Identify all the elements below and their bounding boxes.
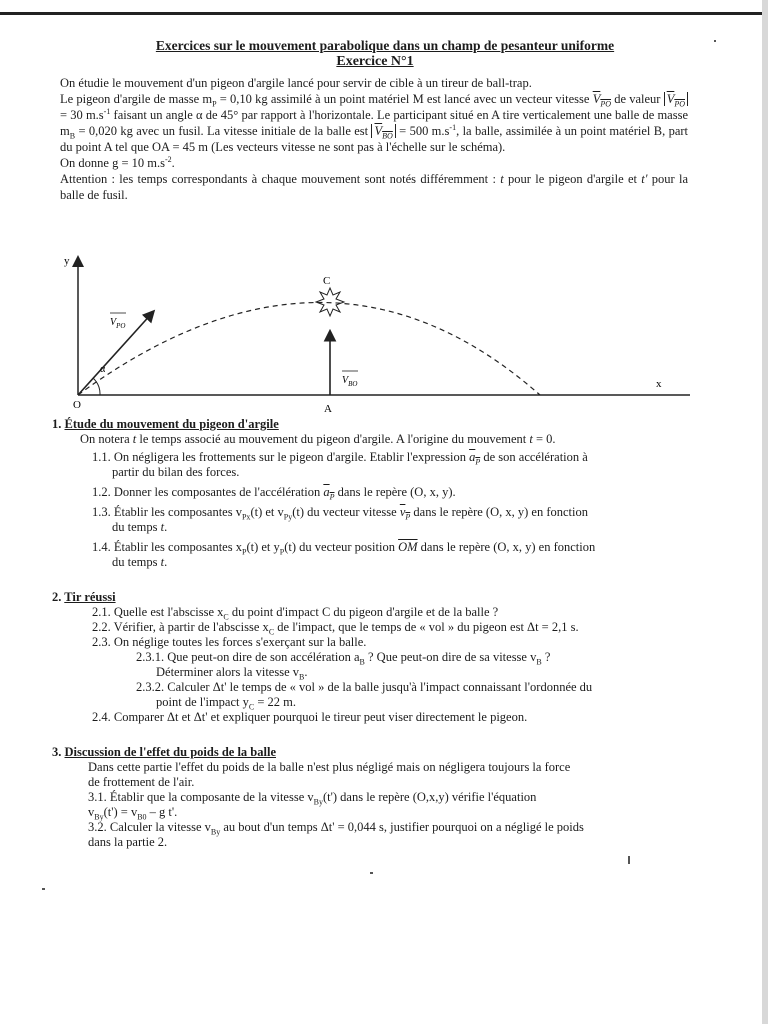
subscript: C — [268, 627, 275, 637]
subscript: C — [223, 612, 229, 622]
subscript: P — [475, 457, 481, 467]
text: = 0,020 kg avec un fusil. La vitesse initiale de la balle est — [75, 124, 372, 138]
time-symbol: t' — [641, 172, 648, 186]
text: . — [304, 665, 308, 679]
label-c: C — [323, 275, 331, 287]
subscript: BO — [382, 131, 393, 141]
label-a: A — [324, 403, 332, 415]
text: v — [88, 805, 95, 819]
section-title: Tir réussi — [64, 590, 116, 604]
section-number: 2. — [52, 590, 62, 604]
label-vbo — [342, 375, 357, 388]
section-1-heading — [52, 417, 692, 432]
question-2-1 — [52, 605, 692, 620]
alpha-arc — [93, 378, 100, 395]
text: , la balle, assimilée à un point matériel B, part du point A tel que OA = 45 m (Les vecteurs vitesse ne sont pas à l'échelle sur le schéma). — [60, 124, 689, 154]
text: 2.3.1. Que peut-on dire de son accélération a — [136, 650, 360, 664]
subscript: B — [69, 131, 76, 141]
question-1-4-cont — [52, 555, 692, 570]
vector-vpo — [592, 92, 611, 109]
subscript: By — [313, 797, 323, 807]
question-3-1 — [52, 790, 692, 805]
section-3-intro-cont: de frottement de l'air. — [88, 775, 195, 789]
symbol: a — [469, 450, 476, 464]
section-3-intro: Dans cette partie l'effet du poids de la balle n'est plus négligé mais on négligera toujours la force — [88, 760, 571, 774]
text: du point d'impact C du pigeon d'argile et de la balle ? — [228, 605, 499, 619]
symbol: V — [374, 124, 383, 138]
subscript: PO — [674, 99, 685, 109]
time-symbol: t — [132, 432, 137, 446]
subscript: B — [359, 657, 365, 667]
text: dans le repère (O, x, y) en fonction — [410, 505, 588, 519]
question-3-1-cont — [52, 805, 692, 820]
question-3-2-cont: dans la partie 2. — [88, 835, 168, 849]
label-o: O — [73, 399, 81, 411]
text: = 0. — [532, 432, 556, 446]
subscript: P — [212, 99, 217, 109]
question-2-3-2: 2.3.2. Calculer Δt' le temps de « vol » de la balle jusqu'à l'impact connaissant l'ordonnée du — [136, 680, 593, 694]
scan-speck — [628, 856, 630, 864]
section-title: Étude du mouvement du pigeon d'argile — [64, 417, 279, 431]
text: point de l'impact y — [156, 695, 249, 709]
norm-vpo — [664, 92, 688, 109]
label-vpo — [110, 317, 125, 330]
trajectory-figure — [60, 250, 700, 420]
question-2-3: 2.3. On néglige toutes les forces s'exerçant sur la balle. — [92, 635, 367, 649]
text: = 22 m. — [254, 695, 296, 709]
intro-line-4 — [60, 171, 688, 203]
label-y: y — [64, 255, 70, 267]
text: pour le pigeon d'argile et — [503, 172, 642, 186]
subscript: P — [241, 547, 247, 557]
vector-ap — [323, 485, 335, 502]
intro-line-1: On étudie le mouvement d'un pigeon d'argile lancé pour servir de cible à un tireur de ball-trap. — [60, 76, 532, 90]
intro-paragraph — [60, 75, 688, 203]
question-3-2 — [52, 820, 692, 835]
section-3 — [52, 745, 692, 850]
superscript: -1 — [449, 122, 457, 132]
vector-vp — [399, 505, 411, 522]
section-number: 1. — [52, 417, 62, 431]
time-symbol: t — [160, 555, 165, 569]
section-title: Discussion de l'effet du poids de la balle — [64, 745, 276, 759]
text: du temps — [112, 520, 161, 534]
vector-vpo — [666, 92, 685, 109]
text: On notera — [80, 432, 133, 446]
question-2-3-2-cont — [52, 695, 692, 710]
text: ? — [541, 650, 551, 664]
text: au bout d'un temps Δt' = 0,044 s, justifier pourquoi on a négligé le poids — [220, 820, 584, 834]
subscript: P — [279, 547, 285, 557]
subscript: By — [210, 827, 221, 837]
document-title: Exercices sur le mouvement parabolique dans un champ de pesanteur uniforme — [155, 38, 615, 53]
text: (t) et v — [250, 505, 284, 519]
section-1 — [52, 417, 692, 570]
exercise-heading: Exercice N°1 — [336, 54, 414, 69]
time-symbol: t — [529, 432, 533, 446]
text: de valeur — [611, 92, 664, 106]
vector-vbo — [374, 124, 393, 141]
text: . — [171, 156, 175, 170]
superscript: -1 — [103, 106, 111, 116]
vector-om: $\overline{OM}$ — [398, 540, 418, 554]
text: 2.2. Vérifier, à partir de l'abscisse x — [92, 620, 269, 634]
text: (t') = v — [103, 805, 138, 819]
text: 3.1. Établir que la composante de la vitesse v — [88, 790, 314, 804]
text: faisant un angle α de 45° par rapport à l'horizontale. Le participant situé en A tire verticalement une balle de masse m — [60, 108, 688, 138]
text: 1.1. On négligera les frottements sur le pigeon d'argile. Etablir l'expression — [92, 450, 470, 464]
text: dans le repère (O, x, y) en fonction — [417, 540, 596, 554]
text: 1.2. Donner les composantes de l'accélération — [92, 485, 324, 499]
superscript: -2 — [164, 154, 172, 164]
section-3-heading — [52, 745, 692, 760]
subscript: PO — [116, 322, 126, 330]
norm-vbo — [371, 124, 395, 141]
question-2-3-1-cont — [52, 665, 692, 680]
text: Attention : les temps correspondants à chaque mouvement sont notés différemment : — [60, 172, 501, 186]
text: (t) et y — [246, 540, 280, 554]
question-2-2 — [52, 620, 692, 635]
text: pour la balle de fusil. — [60, 172, 689, 202]
text: 3.2. Calculer la vitesse v — [88, 820, 211, 834]
question-1-1-cont: partir du bilan des forces. — [112, 465, 240, 479]
subscript: BO — [348, 380, 358, 388]
subscript: B — [299, 672, 305, 682]
subscript: B — [536, 657, 542, 667]
text: du temps — [112, 555, 161, 569]
pigeon-trajectory — [78, 303, 540, 396]
section-2 — [52, 590, 692, 725]
subscript: C — [248, 702, 255, 712]
text: = 500 m.s — [395, 124, 450, 138]
question-1-2 — [52, 485, 692, 500]
text: de l'impact, que le temps de « vol » du pigeon est Δt = 2,1 s. — [274, 620, 579, 634]
text: Le pigeon d'argile de masse m — [60, 92, 213, 106]
subscript: Px — [241, 512, 251, 522]
intro-line-3 — [60, 155, 688, 171]
subscript: By — [94, 812, 104, 822]
symbol: v — [399, 505, 406, 519]
text: Déterminer alors la vitesse v — [156, 665, 300, 679]
text: le temps associé au mouvement du pigeon d'argile. A l'origine du mouvement — [136, 432, 530, 446]
label-alpha: α — [100, 364, 106, 375]
time-symbol: t — [500, 172, 504, 186]
text: de son accélération à — [480, 450, 588, 464]
question-1-4 — [52, 540, 692, 555]
text: On donne g = 10 m.s — [60, 156, 165, 170]
intro-line-2 — [60, 91, 688, 155]
symbol: V — [110, 317, 117, 328]
text: (t) du vecteur position — [284, 540, 399, 554]
text: = 0,10 kg assimilé à un point matériel M est lancé avec un vecteur vitesse — [216, 92, 590, 106]
subscript: Py — [283, 512, 293, 522]
question-1-1 — [52, 450, 692, 465]
text: . — [164, 520, 168, 534]
text: (t') dans le repère (O,x,y) vérifie l'équation — [322, 790, 537, 804]
symbol: a — [323, 485, 330, 499]
subscript: P — [405, 512, 411, 522]
question-1-3-cont — [52, 520, 692, 535]
symbol: V — [592, 92, 601, 106]
scan-speck — [42, 888, 45, 890]
section-number: 3. — [52, 745, 62, 759]
time-symbol: t — [160, 520, 165, 534]
vector-ap — [469, 450, 481, 467]
scan-speck — [370, 872, 373, 874]
label-x: x — [656, 378, 662, 390]
symbol: V — [342, 375, 349, 386]
question-1-3 — [52, 505, 692, 520]
text: dans le repère (O, x, y). — [334, 485, 456, 499]
text: = 30 m.s — [60, 108, 104, 122]
subscript: P — [329, 492, 335, 502]
symbol: V — [666, 92, 675, 106]
section-2-heading — [52, 590, 692, 605]
question-2-3-1 — [52, 650, 692, 665]
text: 1.4. Établir les composantes x — [92, 540, 242, 554]
text: 2.1. Quelle est l'abscisse x — [92, 605, 224, 619]
text: (t) du vecteur vitesse — [292, 505, 400, 519]
question-2-4: 2.4. Comparer Δt et Δt' et expliquer pourquoi le tireur peut viser directement le pigeon. — [92, 710, 528, 724]
section-1-intro — [52, 432, 692, 447]
text: ? Que peut-on dire de sa vitesse v — [364, 650, 537, 664]
scan-speck — [714, 40, 716, 42]
text: . — [164, 555, 168, 569]
text: 1.3. Établir les composantes v — [92, 505, 242, 519]
subscript: PO — [600, 99, 611, 109]
subscript: B0 — [137, 812, 147, 822]
text: – g t'. — [146, 805, 178, 819]
